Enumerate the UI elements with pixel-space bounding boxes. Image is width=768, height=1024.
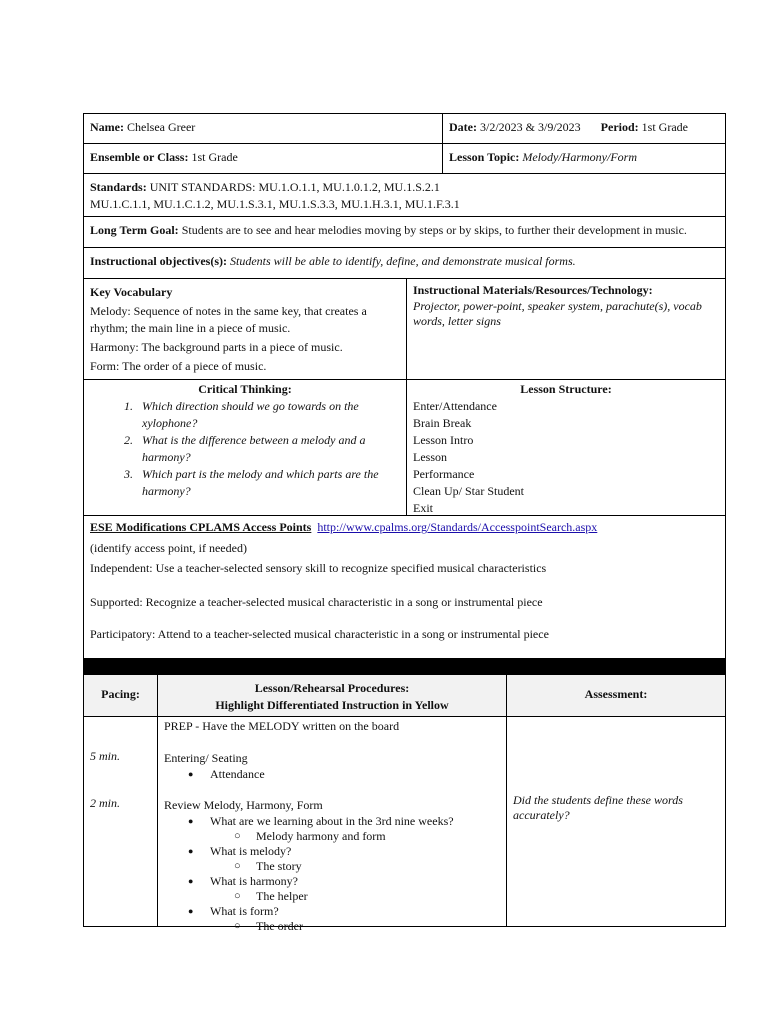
review-answer-list [164, 919, 500, 934]
objectives-label: Instructional objectives(s): [90, 254, 227, 268]
structure-item: Enter/Attendance [413, 399, 497, 413]
critical-question-2: 2. What is the difference between a melody and a harmony? [136, 432, 400, 466]
ese-supported: Supported: Recognize a teacher-selected musical characteristic in a song or instrumental piece [90, 595, 543, 609]
entering-list [164, 767, 500, 782]
review-answer: ○ The order [256, 919, 500, 934]
ensemble-value: 1st Grade [191, 150, 238, 164]
review-step: Review Melody, Harmony, Form [164, 798, 323, 812]
objectives-row [83, 248, 726, 279]
goal-text: Students are to see and hear melodies moving by steps or by skips, to further their development in music. [181, 223, 687, 237]
vocab-title: Key Vocabulary [90, 285, 173, 299]
topic-cell [442, 144, 725, 173]
materials-text: Projector, power-point, speaker system, parachute(s), vocab words, letter signs [413, 299, 702, 328]
entering-step: Entering/ Seating [164, 751, 248, 765]
review-answer-list [164, 859, 500, 874]
review-list [164, 904, 500, 919]
review-question: ● What are we learning about in the 3rd nine weeks? [210, 814, 500, 829]
name-row [83, 113, 726, 144]
procedures-header-2: Highlight Differentiated Instruction in Yellow [215, 698, 449, 712]
pacing-review: 2 min. [90, 796, 120, 810]
review-question: ● What is form? [210, 904, 500, 919]
attendance-item: ● Attendance [210, 767, 500, 782]
name-cell [84, 114, 442, 143]
name-value: Chelsea Greer [126, 120, 196, 134]
structure-cell [406, 380, 725, 515]
structure-item: Exit [413, 501, 433, 515]
standards-row [83, 174, 726, 217]
pacing-cell [84, 717, 157, 926]
critical-cell [84, 380, 406, 515]
review-list [164, 814, 500, 829]
assessment-header-cell [506, 675, 725, 716]
ese-row [83, 516, 726, 659]
structure-title: Lesson Structure: [520, 382, 612, 396]
structure-item: Lesson [413, 450, 447, 464]
critical-list [90, 398, 400, 500]
vocab-form: Form: The order of a piece of music. [90, 359, 267, 373]
date-cell [442, 114, 725, 143]
critical-question-3: 3. Which part is the melody and which parts are the harmony? [136, 466, 400, 500]
structure-item: Clean Up/ Star Student [413, 484, 524, 498]
critical-question-1: 1. Which direction should we go towards on the xylophone? [136, 398, 400, 432]
thinking-row [83, 380, 726, 516]
review-question: ● What is harmony? [210, 874, 500, 889]
ensemble-row [83, 144, 726, 174]
period-value: 1st Grade [641, 120, 688, 134]
procedures-body-row [83, 717, 726, 933]
date-value: 3/2/2023 & 3/9/2023 [479, 120, 581, 134]
assessment-text: Did the students define these words accurately? [513, 793, 683, 822]
section-divider [83, 659, 726, 675]
critical-title: Critical Thinking: [198, 382, 292, 396]
date-label: Date: [449, 120, 477, 134]
structure-item: Lesson Intro [413, 433, 474, 447]
review-answer: ○ The story [256, 859, 500, 874]
materials-title: Instructional Materials/Resources/Technology: [413, 283, 653, 297]
prep-note: PREP - Have the MELODY written on the board [164, 719, 400, 733]
structure-item: Performance [413, 467, 475, 481]
vocab-melody: Melody: Sequence of notes in the same key, that creates a rhythm; the main line in a piece of music. [90, 304, 367, 335]
ese-label: ESE Modifications CPLAMS Access Points [90, 520, 312, 534]
assessment-header: Assessment: [584, 687, 648, 701]
lesson-plan-table [83, 113, 726, 933]
standards-label: Standards: [90, 180, 147, 194]
goal-row [83, 217, 726, 248]
vocab-harmony: Harmony: The background parts in a piece of music. [90, 340, 343, 354]
procedures-cell [157, 717, 506, 933]
pacing-header-cell [84, 675, 157, 716]
ese-note: (identify access point, if needed) [90, 541, 247, 555]
pacing-header: Pacing: [101, 687, 140, 701]
objectives-text: Students will be able to identify, define, and demonstrate musical forms. [229, 254, 576, 268]
vocab-cell [84, 279, 406, 379]
review-question: ● What is melody? [210, 844, 500, 859]
procedures-header-cell [157, 675, 506, 716]
review-answer-list [164, 889, 500, 904]
structure-item: Brain Break [413, 416, 472, 430]
review-list [164, 874, 500, 889]
period-label: Period: [600, 120, 639, 134]
ese-independent: Independent: Use a teacher-selected sensory skill to recognize specified musical characteristics [90, 561, 547, 575]
assessment-cell [506, 717, 725, 926]
cpalms-link[interactable]: http://www.cpalms.org/Standards/AccesspointSearch.aspx [317, 520, 598, 534]
name-label: Name: [90, 120, 124, 134]
procedures-header-row [83, 675, 726, 717]
procedures-header-1: Lesson/Rehearsal Procedures: [254, 681, 410, 695]
standards-line-2: MU.1.C.1.1, MU.1.C.1.2, MU.1.S.3.1, MU.1.S.3.3, MU.1.H.3.1, MU.1.F.3.1 [90, 197, 460, 211]
review-answer: ○ The helper [256, 889, 500, 904]
topic-value: Melody/Harmony/Form [522, 150, 638, 164]
review-answer: ○ Melody harmony and form [256, 829, 500, 844]
materials-cell [406, 279, 725, 379]
ensemble-cell [84, 144, 442, 173]
topic-label: Lesson Topic: [449, 150, 520, 164]
review-list [164, 844, 500, 859]
pacing-entering: 5 min. [90, 749, 120, 763]
vocab-row [83, 279, 726, 380]
ese-participatory: Participatory: Attend to a teacher-selected musical characteristic in a song or instrumental piece [90, 627, 549, 641]
standards-line-1: UNIT STANDARDS: MU.1.O.1.1, MU.1.0.1.2, MU.1.S.2.1 [149, 180, 440, 194]
goal-label: Long Term Goal: [90, 223, 179, 237]
ensemble-label: Ensemble or Class: [90, 150, 189, 164]
review-answer-list [164, 829, 500, 844]
